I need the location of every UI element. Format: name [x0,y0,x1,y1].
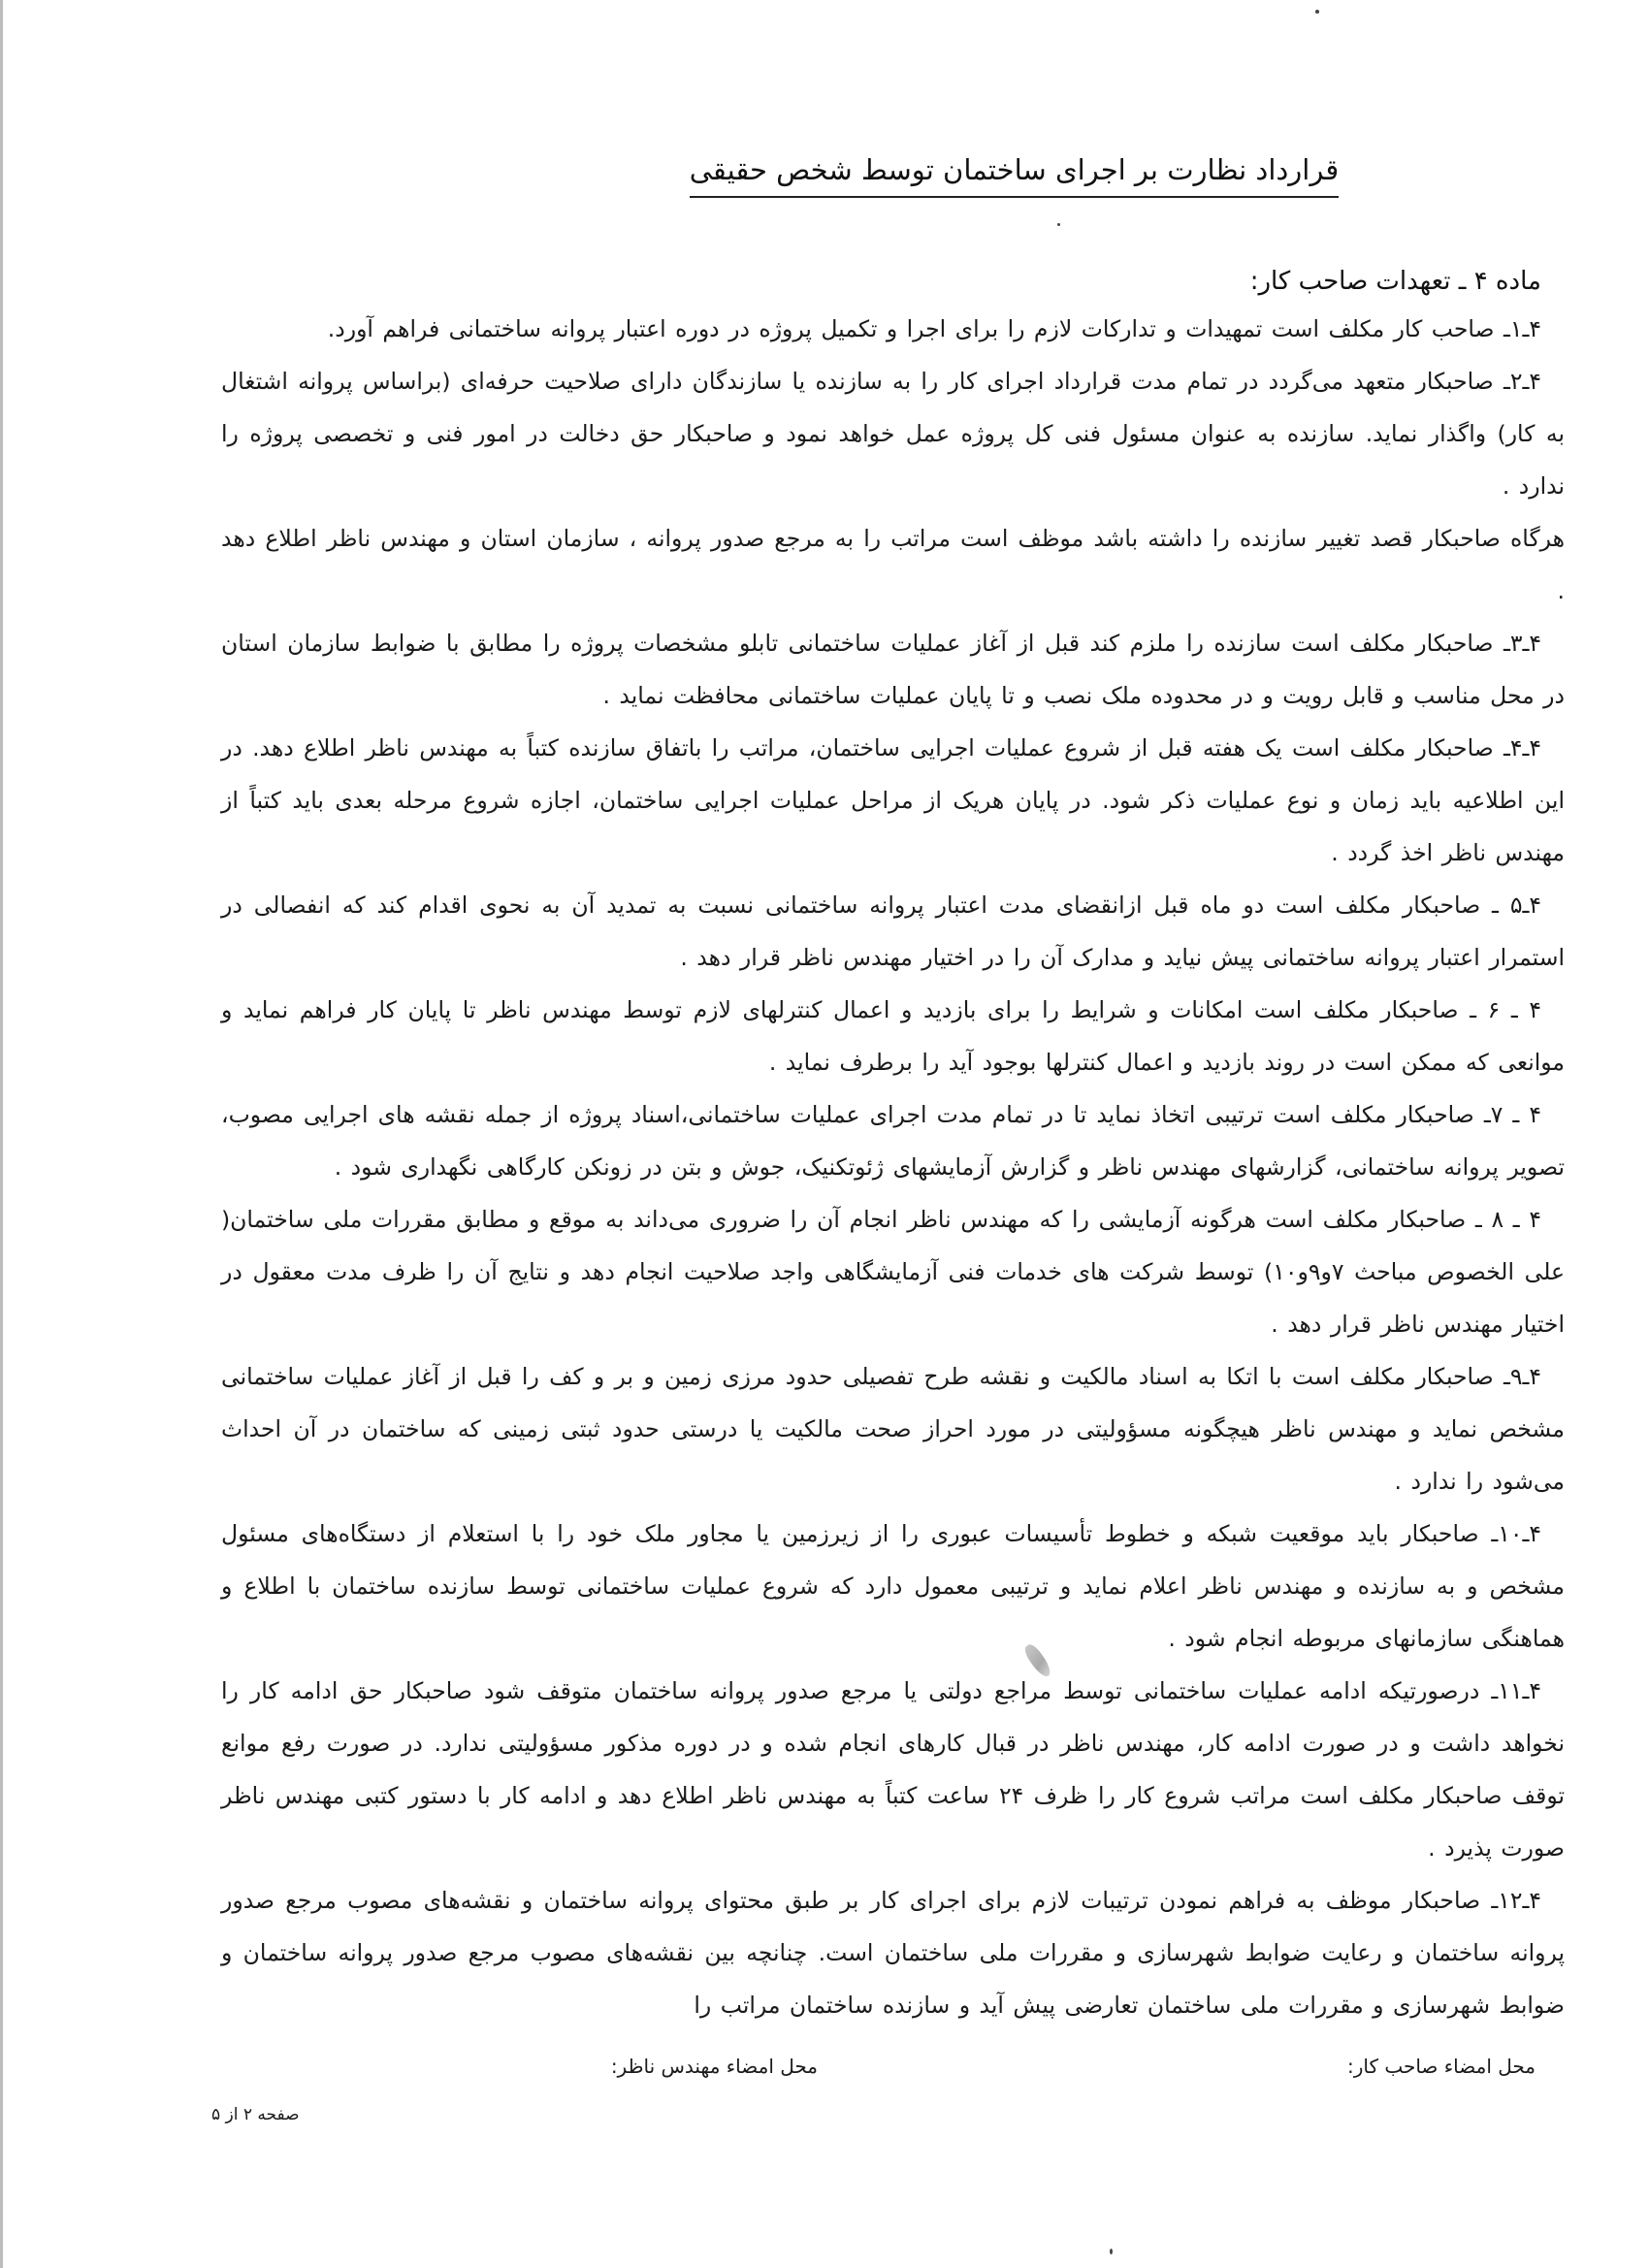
page-number: صفحه ۲ از ۵ [211,2105,300,2124]
document-title: قرارداد نظارت بر اجرای ساختمان توسط شخص حقیقی [690,146,1339,198]
article-heading: ماده ۴ ـ تعهدات صاحب کار: [1249,267,1541,296]
clause-4-8: ۴ ـ ۸ ـ صاحبکار مکلف است هرگونه آزمایشی را که مهندس ناظر انجام آن را ضروری می‌داند به موقع و مطابق مقررات ملی ساختمان( علی الخصوص مباحث ۷و۹و۱۰) توسط شرکت های خدمات فنی آزمایشگاهی واجد صلاحیت انجام دهد و نتایج آن را ظرف مدت معقول در اختیار مهندس ناظر قرار دهد . [221,1206,1566,1338]
clause-4-7: ۴ ـ ۷ـ صاحبکار مکلف است ترتیبی اتخاذ نماید تا در تمام مدت اجرای عملیات ساختمانی،اسناد پروژه از جمله نقشه های اجرایی مصوب، تصویر پروانه ساختمانی، گزارشهای مهندس ناظر و گزارش آزمایشهای ژئوتکنیک، جوش و بتن در زونکن کارگاهی نگهداری شود . [221,1101,1565,1181]
scan-speck [1315,10,1319,14]
signature-row [221,2055,1565,2093]
clause-4-3: ۴ـ۳ـ صاحبکار مکلف است سازنده را ملزم کند قبل از آغاز عملیات ساختمانی تابلو مشخصات پروژه را مطابق با ضوابط سازمان استان در محل مناسب و قابل رویت و در محدوده ملک نصب و تا پایان عملیات ساختمانی محافظت نماید . [221,630,1565,709]
owner-signature-label: محل امضاء صاحب کار: [1346,2055,1536,2078]
scan-speck [1110,2249,1113,2254]
clause-4-2: ۴ـ۲ـ صاحبکار متعهد می‌گردد در تمام مدت قرارداد اجرای کار را به سازنده یا سازندگان دارای صلاحیت حرفه‌ای (براساس پروانه اشتغال به کار) واگذار نماید. سازنده به عنوان مسئول فنی کل پروژه عمل خواهد نمود و صاحبکار حق دخالت در امور فنی و تخصصی پروژه را ندارد . [221,368,1565,500]
clause-4-2-note: هرگاه صاحبکار قصد تغییر سازنده را داشته باشد موظف است مراتب را به مرجع صدور پروانه ، سازمان استان و مهندس ناظر اطلاع دهد . [221,525,1565,604]
clause-4-9: ۴ـ۹ـ صاحبکار مکلف است با اتکا به اسناد مالکیت و نقشه طرح تفصیلی حدود مرزی زمین و بر و کف را قبل از آغاز عملیات ساختمانی مشخص نماید و مهندس ناظر هیچگونه مسؤولیتی در مورد احراز صحت مالکیت یا درستی حدود ثبتی زمینی که ساختمان در آن احداث می‌شود را ندارد . [221,1363,1565,1495]
engineer-signature-label: محل امضاء مهندس ناظر: [610,2055,818,2078]
clause-4-1: ۴ـ۱ـ صاحب کار مکلف است تمهیدات و تدارکات لازم را برای اجرا و تکمیل پروژه در دوره اعتبار پروانه ساختمانی فراهم آورد. [327,315,1541,342]
scan-speck [1057,223,1060,226]
document-page [221,146,1565,2031]
title-wrap [464,146,1565,198]
scan-edge [0,0,3,2268]
clause-4-5: ۴ـ۵ ـ صاحبکار مکلف است دو ماه قبل ازانقضای مدت اعتبار پروانه ساختمانی نسبت به تمدید آن به نحوی اقدام کند که انفصالی در استمرار اعتبار پروانه ساختمانی پیش نیاید و مدارک آن را در اختیار مهندس ناظر قرار دهد . [221,891,1565,971]
clause-4-11: ۴ـ۱۱ـ درصورتیکه ادامه عملیات ساختمانی توسط مراجع دولتی یا مرجع صدور پروانه ساختمان متوقف شود صاحبکار حق ادامه کار را نخواهد داشت و در صورت ادامه کار، مهندس ناظر در قبال کارهای انجام شده و در دوره مذکور مسؤولیتی ندارد. در صورت رفع موانع توقف صاحبکار مکلف است مراتب شروع کار را ظرف ۲۴ ساعت کتباً به مهندس ناظر اطلاع دهد و ادامه کار با دستور کتبی مهندس ناظر صورت پذیرد . [221,1677,1565,1862]
clause-4-4: ۴ـ۴ـ صاحبکار مکلف است یک هفته قبل از شروع عملیات اجرایی ساختمان، مراتب را باتفاق سازنده کتباً به مهندس ناظر اطلاع دهد. در این اطلاعیه باید زمان و نوع عملیات ذکر شود. در پایان هریک از مراحل عملیات اجرایی ساختمان، اجازه شروع مرحله بعدی باید کتباً از مهندس ناظر اخذ گردد . [221,734,1565,866]
clause-4-6: ۴ ـ ۶ ـ صاحبکار مکلف است امکانات و شرایط را برای بازدید و اعمال کنترلهای لازم توسط مهندس ناظر تا پایان کار فراهم نماید و موانعی که ممکن است در روند بازدید و اعمال کنترلها بوجود آید را برطرف نماید . [221,996,1565,1076]
clause-4-10: ۴ـ۱۰ـ صاحبکار باید موقعیت شبکه و خطوط تأسیسات عبوری را از زیرزمین یا مجاور ملک خود را با استعلام از دستگاه‌های مسئول مشخص و به سازنده و مهندس ناظر اعلام نماید و ترتیبی معمول دارد که شروع عملیات ساختمانی توسط سازنده ساختمان با اطلاع و هماهنگی سازمانهای مربوطه انجام شود . [221,1520,1565,1652]
clause-4-12: ۴ـ۱۲ـ صاحبکار موظف به فراهم نمودن ترتیبات لازم برای اجرای کار بر طبق محتوای پروانه ساختمان و نقشه‌های مصوب مرجع صدور پروانه ساختمان و رعایت ضوابط شهرسازی و مقررات ملی ساختمان است. چنانچه بین نقشه‌های مصوب مرجع صدور پروانه ساختمان و ضوابط شهرسازی و مقررات ملی ساختمان تعارضی پیش آید و سازنده ساختمان مراتب را [221,1887,1565,2019]
